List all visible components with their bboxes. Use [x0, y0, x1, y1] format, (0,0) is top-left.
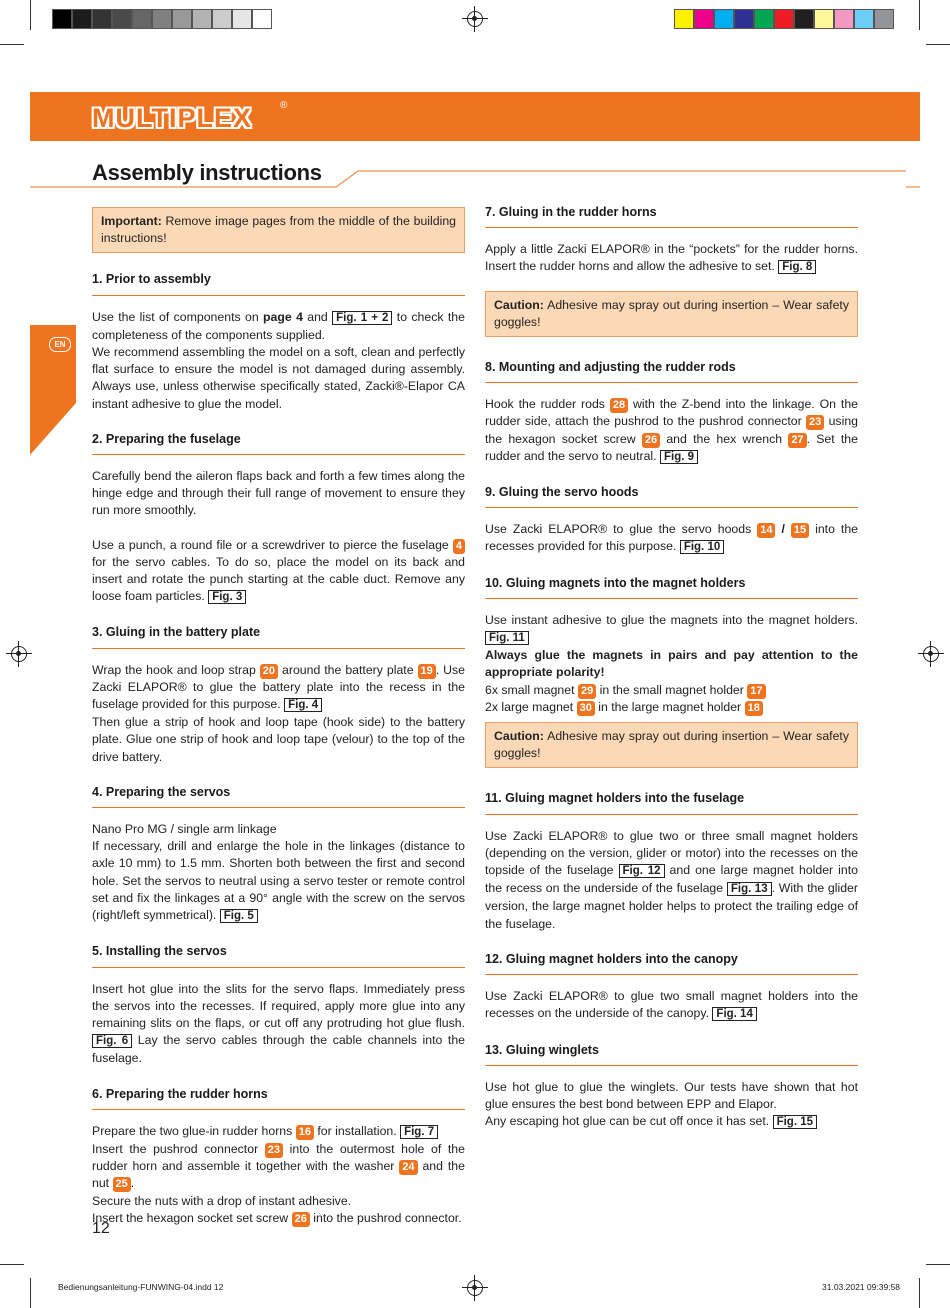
- color-swatch: [794, 9, 814, 29]
- section-4: [92, 784, 465, 925]
- figure-reference: Fig. 12: [619, 864, 665, 878]
- paragraph: Always glue the magnets in pairs and pay attention to the appropriate polarity!: [485, 648, 858, 680]
- paragraph: Use the list of components on page 4 and Fig. 1 + 2 to check the completeness of the components supplied.: [92, 309, 465, 342]
- part-number-badge: 26: [292, 1212, 310, 1227]
- section-5: [92, 943, 465, 1067]
- section-heading: 4. Preparing the servos: [92, 784, 465, 808]
- gray-swatch-bar: [52, 9, 272, 29]
- color-swatch: [172, 9, 192, 29]
- section-10: [485, 575, 858, 769]
- section-heading: 2. Preparing the fuselage: [92, 431, 465, 455]
- figure-reference: Fig. 5: [220, 909, 258, 923]
- section-7: [485, 204, 858, 337]
- crop-mark: [926, 44, 950, 45]
- paragraph: Use Zacki ELAPOR® to glue two small magnet holders into the recesses on the underside of the canopy. Fig. 14: [485, 989, 858, 1021]
- part-number-badge: 20: [260, 664, 278, 679]
- color-swatch: [854, 9, 874, 29]
- figure-reference: Fig. 8: [778, 260, 816, 274]
- color-swatch: [152, 9, 172, 29]
- paragraph: We recommend assembling the model on a soft, clean and perfectly flat surface to ensure the model is not damaged during assembly. Always use, unless otherwise specifically stated, Zacki®-Elapor CA instant adhesive to glue the model.: [92, 345, 465, 411]
- paragraph: Wrap the hook and loop strap 20 around the battery plate 19 . Use Zacki ELAPOR® to glue the battery plate into the recess in the fuselage provided for this purpose. Fig. 4: [92, 662, 465, 712]
- figure-reference: Fig. 6: [92, 1034, 132, 1048]
- section-heading: 1. Prior to assembly: [92, 271, 465, 295]
- part-number-badge: 23: [806, 415, 824, 430]
- color-swatch: [132, 9, 152, 29]
- footer-filename: Bedienungsanleitung-FUNWING-04.indd 12: [58, 1282, 224, 1292]
- figure-reference: Fig. 3: [208, 590, 246, 604]
- section-8: [485, 359, 858, 466]
- paragraph: 6x small magnet 29 in the small magnet holder 17: [485, 682, 858, 699]
- page-number: 12: [92, 1220, 110, 1237]
- paragraph: Use hot glue to glue the winglets. Our tests have shown that hot glue ensures the best bond between EPP and Elapor.: [485, 1079, 858, 1111]
- color-swatch: [252, 9, 272, 29]
- color-swatch: [192, 9, 212, 29]
- color-swatch: [834, 9, 854, 29]
- section-heading: 8. Mounting and adjusting the rudder rods: [485, 359, 858, 383]
- part-number-badge: 25: [113, 1177, 131, 1192]
- title-underline: [30, 168, 920, 190]
- section-3: [92, 624, 465, 765]
- part-number-badge: 28: [610, 398, 628, 413]
- color-swatch-bar: [674, 9, 894, 29]
- footer-timestamp: 31.03.2021 09:39:58: [822, 1282, 900, 1292]
- paragraph: Use instant adhesive to glue the magnets into the magnet holders. Fig. 11: [485, 612, 858, 645]
- color-swatch: [232, 9, 252, 29]
- color-swatch: [674, 9, 694, 29]
- paragraph: Use Zacki ELAPOR® to glue two or three small magnet holders (depending on the version, glider or motor) into the recesses on the topside of the fuselage Fig. 12 and one large magnet holder into the recess on the underside of the fuselage Fig. 13 . With the glider version, the large magnet holder helps to protect the trailing edge of the fuselage.: [485, 828, 858, 931]
- color-swatch: [754, 9, 774, 29]
- part-number-badge: 14: [757, 523, 775, 538]
- paragraph: Nano Pro MG / single arm linkage: [92, 822, 277, 837]
- crop-mark: [0, 1264, 24, 1265]
- important-note: Important: Remove image pages from the middle of the building instructions!: [92, 207, 465, 253]
- registration-mark-bottom: [467, 1280, 483, 1296]
- paragraph: Use Zacki ELAPOR® to glue the servo hoods 14 / 15 into the recesses provided for this purpose. Fig. 10: [485, 522, 859, 554]
- figure-reference: Fig. 13: [727, 882, 772, 896]
- paragraph: Hook the rudder rods 28 with the Z-bend into the linkage. On the rudder side, attach the pushrod to the pushrod connector 23 using the hexagon socket screw 26 and the hex wrench 27 . Set the rudder and the servo to neutral. Fig. 9: [485, 397, 859, 463]
- part-number-badge: 30: [577, 701, 595, 716]
- part-number-badge: 26: [642, 433, 660, 448]
- section-heading: 13. Gluing winglets: [485, 1042, 858, 1066]
- part-number-badge: 23: [265, 1143, 283, 1158]
- section-heading: 9. Gluing the servo hoods: [485, 484, 858, 508]
- page-title: Assembly instructions: [92, 160, 322, 185]
- color-swatch: [714, 9, 734, 29]
- section-heading: 6. Preparing the rudder horns: [92, 1086, 465, 1110]
- part-number-badge: 27: [788, 433, 806, 448]
- part-number-badge: 15: [791, 523, 809, 538]
- section-13: [485, 1042, 858, 1132]
- registration-mark-top: [467, 11, 483, 27]
- figure-reference: Fig. 7: [400, 1125, 438, 1139]
- paragraph: Prepare the two glue-in rudder horns 16 for installation. Fig. 7: [92, 1123, 465, 1141]
- paragraph: 2x large magnet 30 in the large magnet holder 18: [485, 699, 858, 716]
- paragraph: Insert the hexagon socket set screw 26 into the pushrod connector.: [92, 1210, 462, 1225]
- part-number-badge: 24: [399, 1160, 417, 1175]
- section-11: [485, 790, 858, 932]
- part-number-badge: 19: [418, 664, 436, 679]
- figure-reference: Fig. 1 + 2: [332, 311, 392, 325]
- figure-reference: Fig. 14: [712, 1007, 756, 1021]
- caution-note: Caution: Adhesive may spray out during insertion – Wear safety goggles!: [485, 291, 858, 337]
- color-swatch: [694, 9, 714, 29]
- paragraph: Insert the pushrod connector 23 into the outermost hole of the rudder horn and assemble it together with the washer 24 and the nut 25 .: [92, 1141, 465, 1191]
- figure-reference: Fig. 15: [773, 1115, 817, 1129]
- paragraph: Apply a little Zacki ELAPOR® in the “pockets” for the rudder horns. Insert the rudder horns and allow the adhesive to set. Fig. 8: [485, 242, 858, 274]
- color-swatch: [734, 9, 754, 29]
- crop-mark: [30, 0, 31, 30]
- figure-reference: Fig. 4: [284, 698, 322, 712]
- crop-mark: [0, 44, 24, 45]
- paragraph: Any escaping hot glue can be cut off once it has set. Fig. 15: [485, 1113, 858, 1131]
- color-swatch: [814, 9, 834, 29]
- section-heading: 11. Gluing magnet holders into the fuselage: [485, 790, 858, 814]
- registration-mark-right: [923, 646, 939, 662]
- section-9: [485, 484, 858, 557]
- color-swatch: [92, 9, 112, 29]
- color-swatch: [52, 9, 72, 29]
- figure-reference: Fig. 11: [485, 631, 529, 645]
- left-column: [92, 207, 465, 1227]
- registration-mark-left: [11, 646, 27, 662]
- part-number-badge: 18: [745, 701, 763, 716]
- right-column: [485, 188, 858, 1131]
- section-heading: 10. Gluing magnets into the magnet holders: [485, 575, 858, 599]
- brand-logo: MULTIPLEX: [92, 103, 252, 133]
- color-swatch: [72, 9, 92, 29]
- part-number-badge: 4: [453, 539, 465, 554]
- language-badge: EN: [49, 337, 71, 352]
- paragraph: Use a punch, a round file or a screwdriver to pierce the fuselage 4 for the servo cables. To do so, place the model on its back and insert and rotate the punch starting at the cable duct. Remove any loose foam particles. Fig. 3: [92, 537, 465, 604]
- crop-mark: [30, 1278, 31, 1308]
- color-swatch: [212, 9, 232, 29]
- paragraph: Secure the nuts with a drop of instant adhesive.: [92, 1193, 352, 1208]
- crop-mark: [926, 1264, 950, 1265]
- color-swatch: [112, 9, 132, 29]
- figure-reference: Fig. 10: [680, 540, 724, 554]
- paragraph: Insert hot glue into the slits for the servo flaps. Immediately press the servos into the recesses. If required, apply more glue into any remaining slits on the flaps, or cut off any protruding hot glue flush. Fig. 6 Lay the servo cables through the cable channels into the fuselage.: [92, 981, 466, 1066]
- color-swatch: [874, 9, 894, 29]
- section-heading: 7. Gluing in the rudder horns: [485, 204, 858, 228]
- crop-mark: [919, 0, 920, 30]
- crop-mark: [919, 1278, 920, 1308]
- section-12: [485, 951, 858, 1024]
- color-swatch: [774, 9, 794, 29]
- section-1: [92, 271, 465, 412]
- section-heading: 3. Gluing in the battery plate: [92, 624, 465, 648]
- section-2: [92, 431, 465, 607]
- part-number-badge: 29: [578, 684, 596, 699]
- section-heading: 12. Gluing magnet holders into the canopy: [485, 951, 858, 975]
- section-heading: 5. Installing the servos: [92, 943, 465, 967]
- part-number-badge: 16: [296, 1125, 314, 1140]
- figure-reference: Fig. 9: [660, 450, 698, 464]
- registered-symbol: ®: [280, 100, 288, 111]
- section-6: [92, 1086, 465, 1227]
- paragraph: Then glue a strip of hook and loop tape (hook side) to the battery plate. Glue one strip of hook and loop tape (velour) to the top of the drive battery.: [92, 715, 465, 764]
- paragraph: Carefully bend the aileron flaps back and forth a few times along the hinge edge and through their full range of movement to ensure they run more smoothly.: [92, 469, 465, 518]
- part-number-badge: 17: [747, 684, 765, 699]
- paragraph: If necessary, drill and enlarge the hole in the linkages (distance to axle 10 mm) to 1.5 mm. Shorten both between the first and second hole. Set the servos to neutral using a servo tester or remote control set and fix the linkages at a 90° angle with the screw on the servos (right/left symmetrical). Fig. 5: [92, 839, 465, 923]
- caution-note: Caution: Adhesive may spray out during insertion – Wear safety goggles!: [485, 722, 858, 768]
